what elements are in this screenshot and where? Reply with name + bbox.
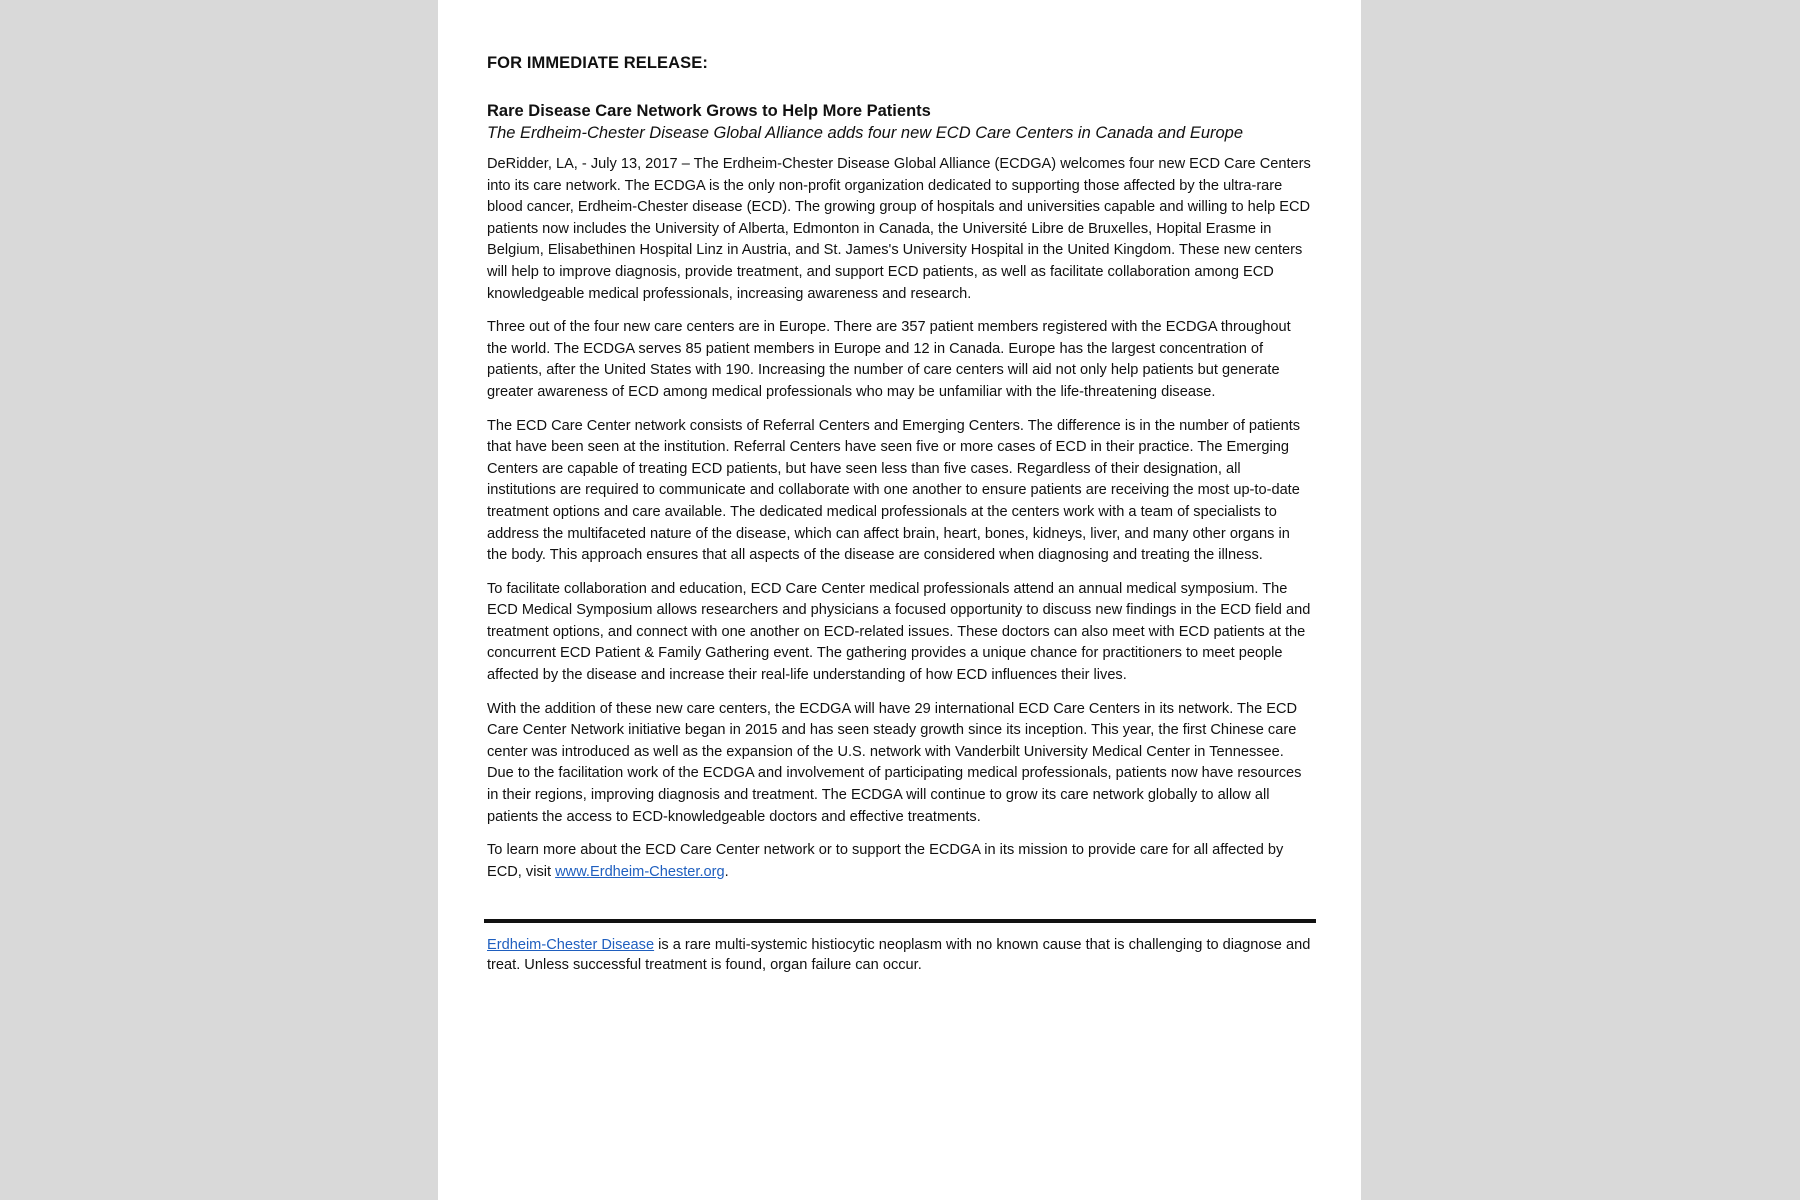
paragraph-growth: With the addition of these new care centers, the ECDGA will have 29 international ECD Care Centers in its network. The ECD Care Center Network initiative began in 2015 and has seen steady growth since its inception. This year, the first Chinese care center was introduced as well as the expansion of the U.S. network with Vanderbilt University Medical Center in Tennessee. Due to the facilitation work of the ECDGA and involvement of participating medical professionals, patients now have resources in their regions, improving diagnosis and treatment. The ECDGA will continue to grow its care network globally to allow all patients the access to ECD-knowledgeable doctors and effective treatments. [487,700,1302,825]
subheadline: The Erdheim-Chester Disease Global Alliance adds four new ECD Care Centers in Canada and Europe [487,124,1244,142]
footer-divider [484,919,1316,923]
paragraph-symposium: To facilitate collaboration and education, ECD Care Center medical professionals attend an annual medical symposium. The ECD Medical Symposium allows researchers and physicians a focused opportunity to discuss new findings in the ECD field and treatment options, and connect with one another on ECD-related issues. These doctors can also meet with ECD patients at the concurrent ECD Patient & Family Gathering event. The gathering provides a unique chance for practitioners to meet people affected by the disease and increase their real-life understanding of how ECD influences their lives. [487,580,1311,684]
website-link[interactable]: www.Erdheim-Chester.org [555,863,725,880]
document-page [438,0,1361,1200]
footer-text: is a rare multi-systemic histiocytic neoplasm with no known cause that is challenging to diagnose and treat. Unless successful treatment is found, organ failure can occur. [487,937,1311,974]
ecd-definition-link[interactable]: Erdheim-Chester Disease [487,937,655,954]
paragraph-closing [487,840,1313,883]
release-label: FOR IMMEDIATE RELEASE: [487,54,708,72]
paragraph-europe: Three out of the four new care centers are in Europe. There are 357 patient members registered with the ECDGA throughout the world. The ECDGA serves 85 patient members in Europe and 12 in Canada. Europe has the largest concentration of patients, after the United States with 190. Increasing the number of care centers will aid not only help patients but generate greater awareness of ECD among medical professionals who may be unfamiliar with the life-threatening disease. [487,319,1291,400]
closing-text: To learn more about the ECD Care Center network or to support the ECDGA in its mission to provide care for all affected by ECD, visit [487,842,1284,880]
closing-trailing: . [724,863,729,880]
headline: Rare Disease Care Network Grows to Help More Patients [487,102,931,120]
footer-note [487,935,1313,975]
paragraph-intro: DeRidder, LA, - July 13, 2017 – The Erdheim-Chester Disease Global Alliance (ECDGA) welcomes four new ECD Care Centers into its care network. The ECDGA is the only non-profit organization dedicated to supporting those affected by the ultra-rare blood cancer, Erdheim-Chester disease (ECD). The growing group of hospitals and universities capable and willing to help ECD patients now includes the University of Alberta, Edmonton in Canada, the Université Libre de Bruxelles, Hopital Erasme in Belgium, Elisabethinen Hospital Linz in Austria, and St. James's University Hospital in the United Kingdom. These new centers will help to improve diagnosis, provide treatment, and support ECD patients, as well as facilitate collaboration among ECD knowledgeable medical professionals, increasing awareness and research. [487,156,1311,302]
paragraph-network-types: The ECD Care Center network consists of Referral Centers and Emerging Centers. The difference is in the number of patients that have been seen at the institution. Referral Centers have seen five or more cases of ECD in their practice. The Emerging Centers are capable of treating ECD patients, but have seen less than five cases. Regardless of their designation, all institutions are required to communicate and collaborate with one another to ensure patients are receiving the most up-to-date treatment options and care available. The dedicated medical professionals at the centers work with a team of specialists to address the multifaceted nature of the disease, which can affect brain, heart, bones, kidneys, liver, and many other organs in the body. This approach ensures that all aspects of the disease are considered when diagnosing and treating the illness. [487,417,1301,564]
